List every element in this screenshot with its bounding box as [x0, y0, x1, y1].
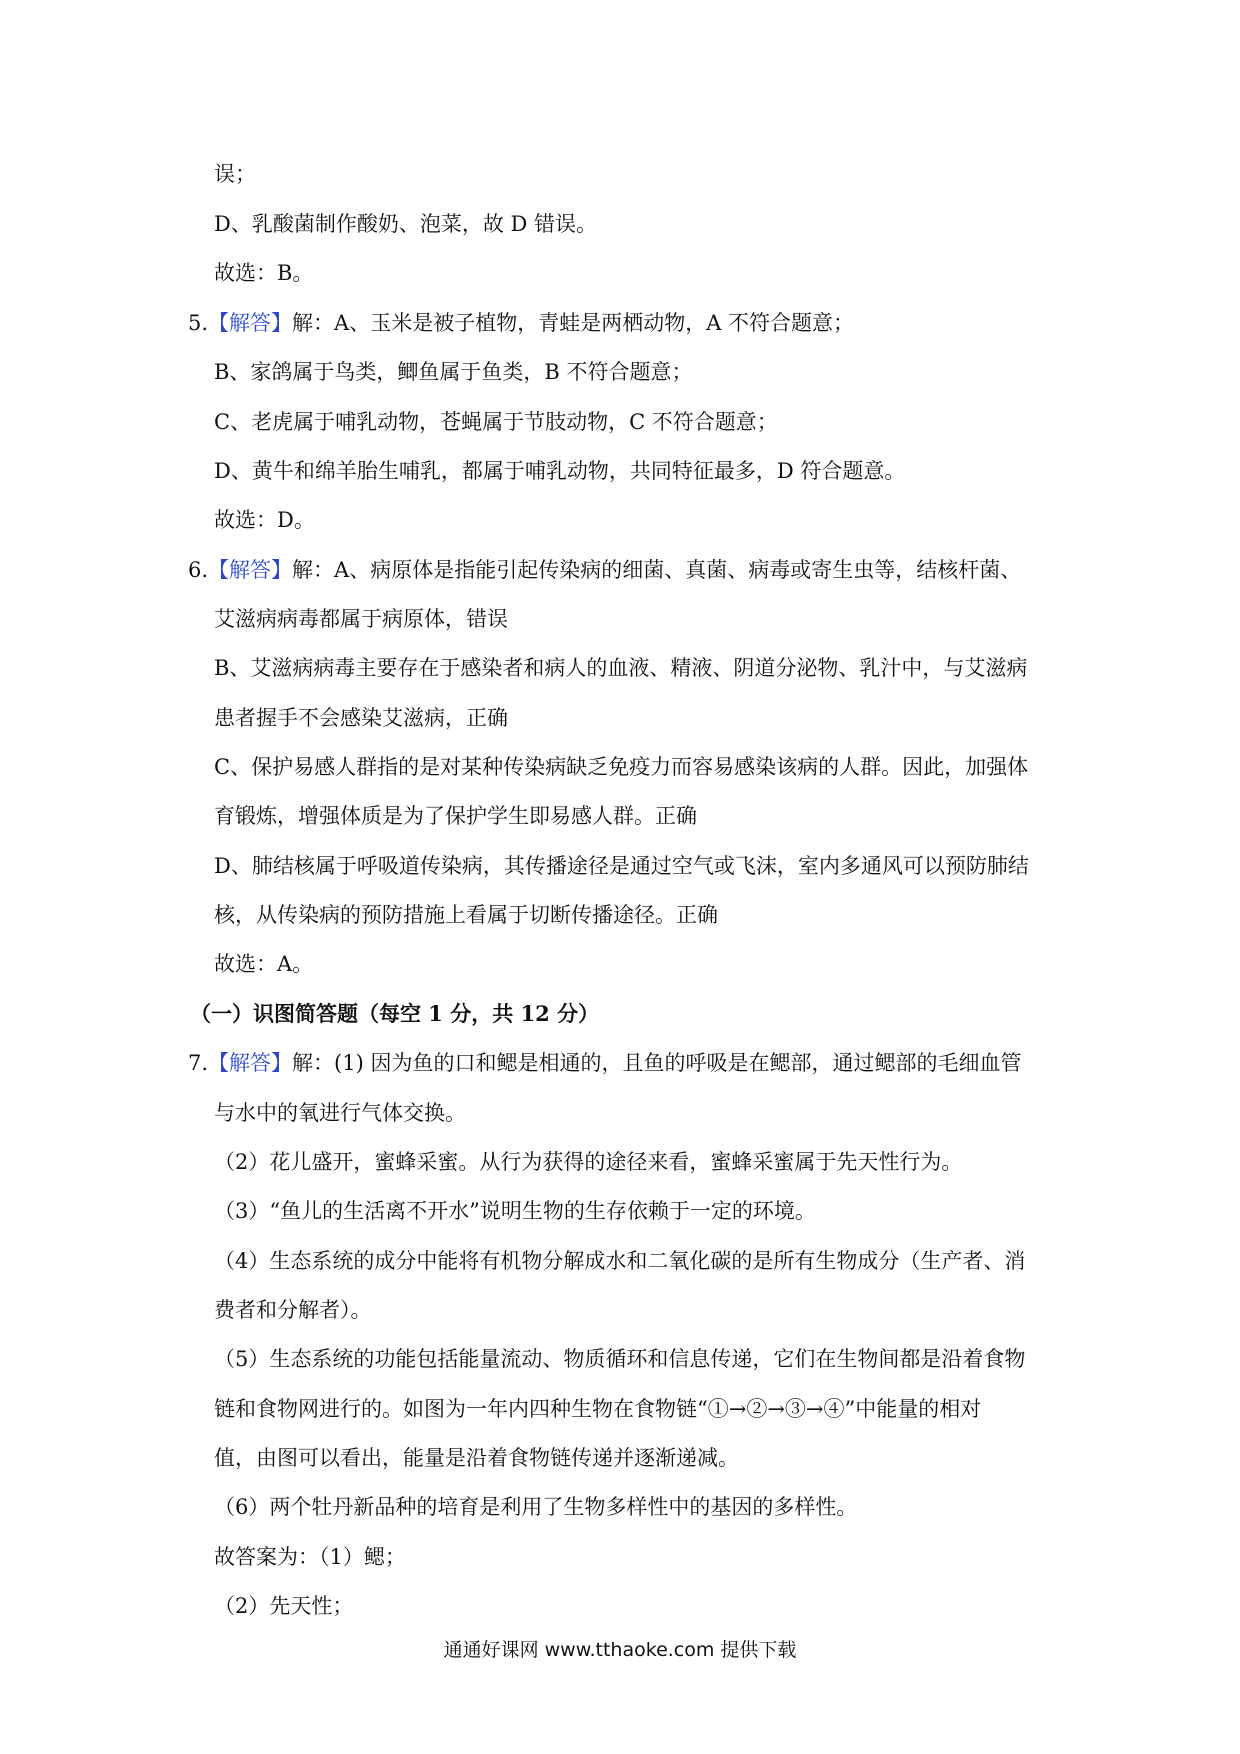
text-line: （6）两个牡丹新品种的培育是利用了生物多样性中的基因的多样性。: [214, 1495, 858, 1519]
text-line: 误；: [214, 162, 256, 186]
text-line: （5）生态系统的功能包括能量流动、物质循环和信息传递，它们在生物间都是沿着食物: [214, 1347, 1026, 1371]
text-line: （4）生态系统的成分中能将有机物分解成水和二氧化碳的是所有生物成分（生产者、消: [214, 1249, 1026, 1273]
section-heading: （一）识图简答题（每空 1 分，共 12 分）: [190, 1001, 600, 1026]
question-number: 5.: [188, 311, 209, 335]
text-line: 艾滋病病毒都属于病原体，错误: [214, 607, 508, 631]
text-line: D、乳酸菌制作酸奶、泡菜，故 D 错误。: [214, 212, 598, 236]
question-6: [188, 556, 1021, 584]
question-text: 解：A、玉米是被子植物，青蛙是两栖动物，A 不符合题意；: [292, 311, 855, 335]
text-line: C、保护易感人群指的是对某种传染病缺乏免疫力而容易感染该病的人群。因此，加强体: [214, 755, 1029, 779]
text-line: 与水中的氧进行气体交换。: [214, 1101, 466, 1125]
question-text: 解：(1) 因为鱼的口和鳃是相通的，且鱼的呼吸是在鳃部，通过鳃部的毛细血管: [292, 1051, 1022, 1075]
text-line: 链和食物网进行的。如图为一年内四种生物在食物链“①→②→③→④”中能量的相对: [214, 1397, 982, 1421]
text-line: 故选：D。: [214, 508, 315, 532]
question-7: [188, 1049, 1021, 1077]
question-number: 7.: [188, 1051, 209, 1075]
text-line: 育锻炼，增强体质是为了保护学生即易感人群。正确: [214, 804, 697, 828]
page-footer: 通通好课网 www.tthaoke.com 提供下载: [443, 1639, 797, 1661]
answer-tag: 【解答】: [208, 558, 293, 582]
text-line: C、老虎属于哺乳动物，苍蝇属于节肢动物，C 不符合题意；: [214, 410, 778, 434]
text-line: 故答案为：（1）鳃；: [214, 1545, 406, 1569]
text-line: D、黄牛和绵羊胎生哺乳，都属于哺乳动物，共同特征最多，D 符合题意。: [214, 459, 906, 483]
answer-tag: 【解答】: [208, 1051, 293, 1075]
text-line: 核，从传染病的预防措施上看属于切断传播途径。正确: [214, 903, 718, 927]
text-line: B、家鸽属于鸟类，鲫鱼属于鱼类，B 不符合题意；: [214, 360, 693, 384]
question-5: [188, 309, 854, 337]
text-line: （3）“鱼儿的生活离不开水”说明生物的生存依赖于一定的环境。: [214, 1199, 816, 1223]
text-line: 故选：A。: [214, 952, 314, 976]
question-number: 6.: [188, 558, 209, 582]
answer-tag: 【解答】: [208, 311, 293, 335]
text-line: 值，由图可以看出，能量是沿着食物链传递并逐渐递减。: [214, 1446, 739, 1470]
text-line: 费者和分解者）。: [214, 1298, 372, 1322]
text-line: 患者握手不会感染艾滋病，正确: [214, 706, 508, 730]
question-text: 解：A、病原体是指能引起传染病的细菌、真菌、病毒或寄生虫等，结核杆菌、: [292, 558, 1022, 582]
text-line: B、艾滋病病毒主要存在于感染者和病人的血液、精液、阴道分泌物、乳汁中，与艾滋病: [214, 656, 1028, 680]
text-line: D、肺结核属于呼吸道传染病，其传播途径是通过空气或飞沫，室内多通风可以预防肺结: [214, 854, 1029, 878]
text-line: （2）花儿盛开，蜜蜂采蜜。从行为获得的途径来看，蜜蜂采蜜属于先天性行为。: [214, 1150, 963, 1174]
text-line: （2）先天性；: [214, 1594, 354, 1618]
text-line: 故选：B。: [214, 261, 314, 285]
